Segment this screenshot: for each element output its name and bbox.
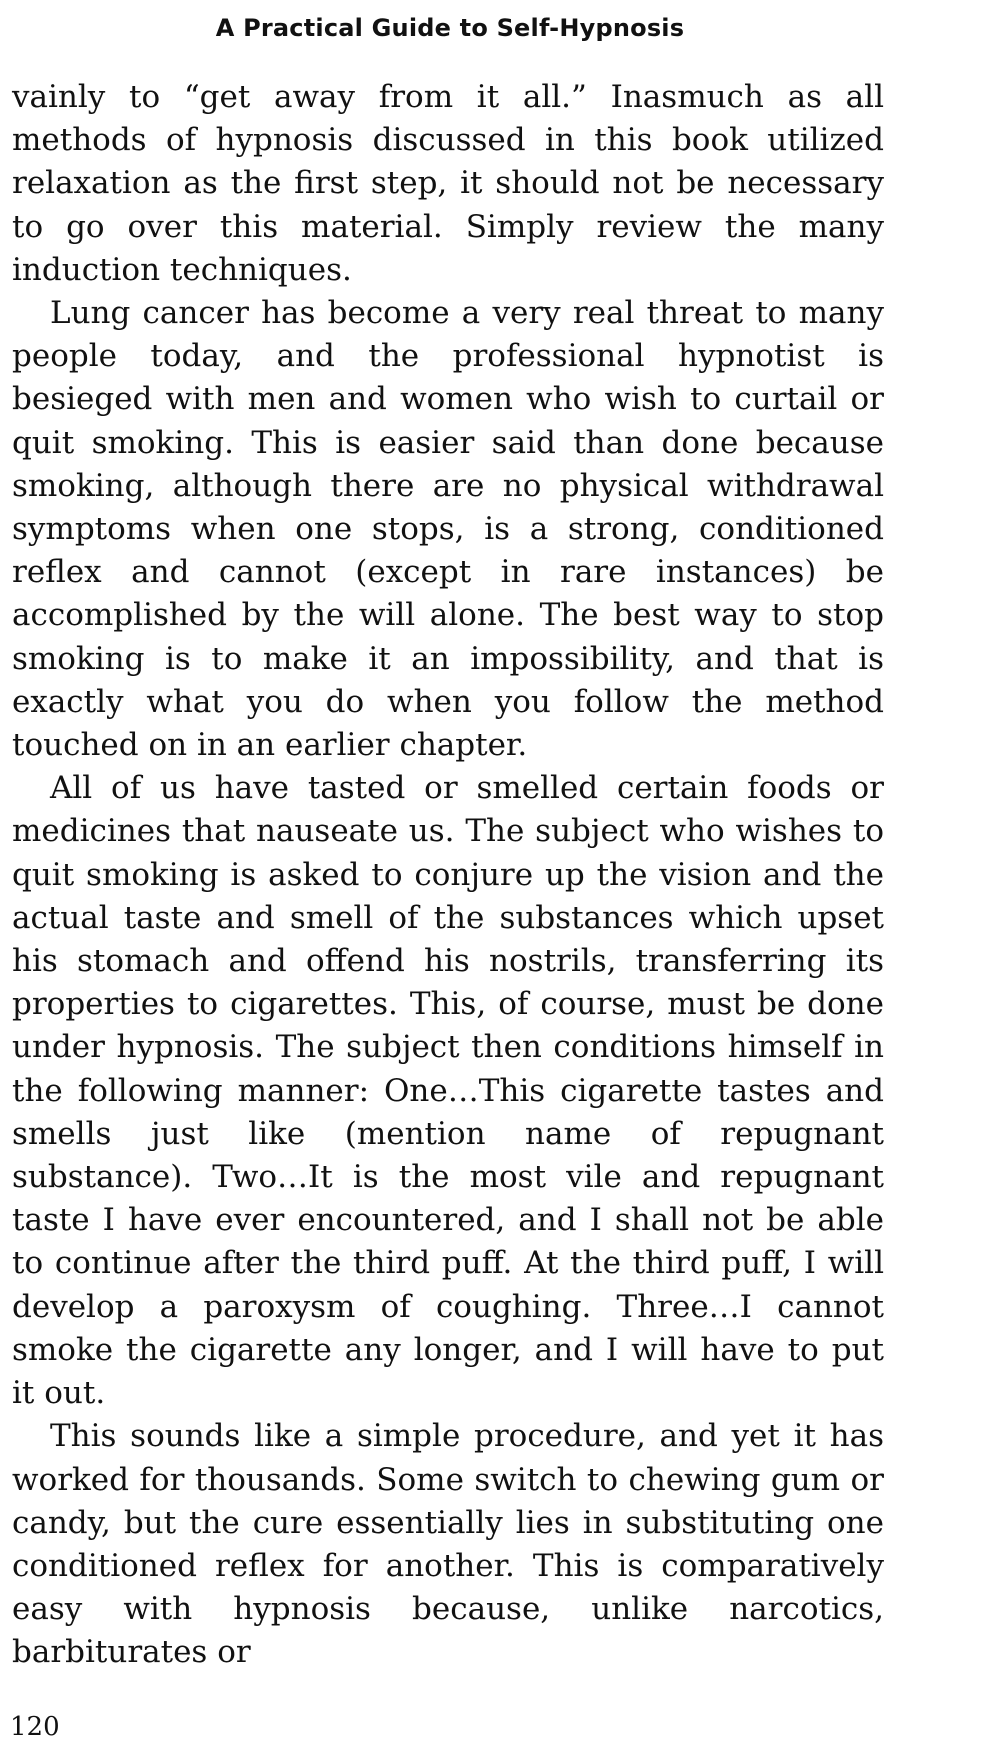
- body-text: [12, 76, 884, 1675]
- page-number: 120: [10, 1712, 60, 1742]
- running-title: A Practical Guide to Self-Hypnosis: [215, 14, 685, 42]
- paragraph-conditioning-method: All of us have tasted or smelled certain foods or medicines that nauseate us. The subject who wishes to quit smoking is asked to conjure up the vision and the actual taste and smell of the substances which upset his stomach and offend his nostrils, transferring its properties to cigarettes. This, of course, must be done under hypnosis. The subject then conditions himself in the following manner: One…This cigarette tastes and smells just like (mention name of repugnant substance). Two…It is the most vile and repugnant taste I have ever encountered, and I shall not be able to continue after the third puff. At the third puff, I will develop a paroxysm of coughing. Three…I cannot smoke the cigarette any longer, and I will have to put it out.: [12, 770, 884, 1412]
- paragraph-simple-procedure: This sounds like a simple procedure, and yet it has worked for thousands. Some switch to chewing gum or candy, but the cure essentially lies in substituting one conditioned reflex for another. This is comparatively easy with hypnosis because, unlike narcotics, barbiturates or: [12, 1418, 884, 1671]
- paragraph-lung-cancer: Lung cancer has become a very real threat to many people today, and the professional hypnotist is besieged with men and women who wish to curtail or quit smoking. This is easier said than done because smoking, although there are no physical withdrawal symptoms when one stops, is a strong, conditioned reflex and cannot (except in rare instances) be accomplished by the will alone. The best way to stop smoking is to make it an impossibility, and that is exactly what you do when you follow the method touched on in an earlier chapter.: [12, 295, 884, 764]
- paragraph-continuation: vainly to “get away from it all.” Inasmuch as all methods of hypnosis discussed in this book utilized relaxation as the first step, it should not be necessary to go over this material. Simply review the many induction techniques.: [12, 79, 884, 288]
